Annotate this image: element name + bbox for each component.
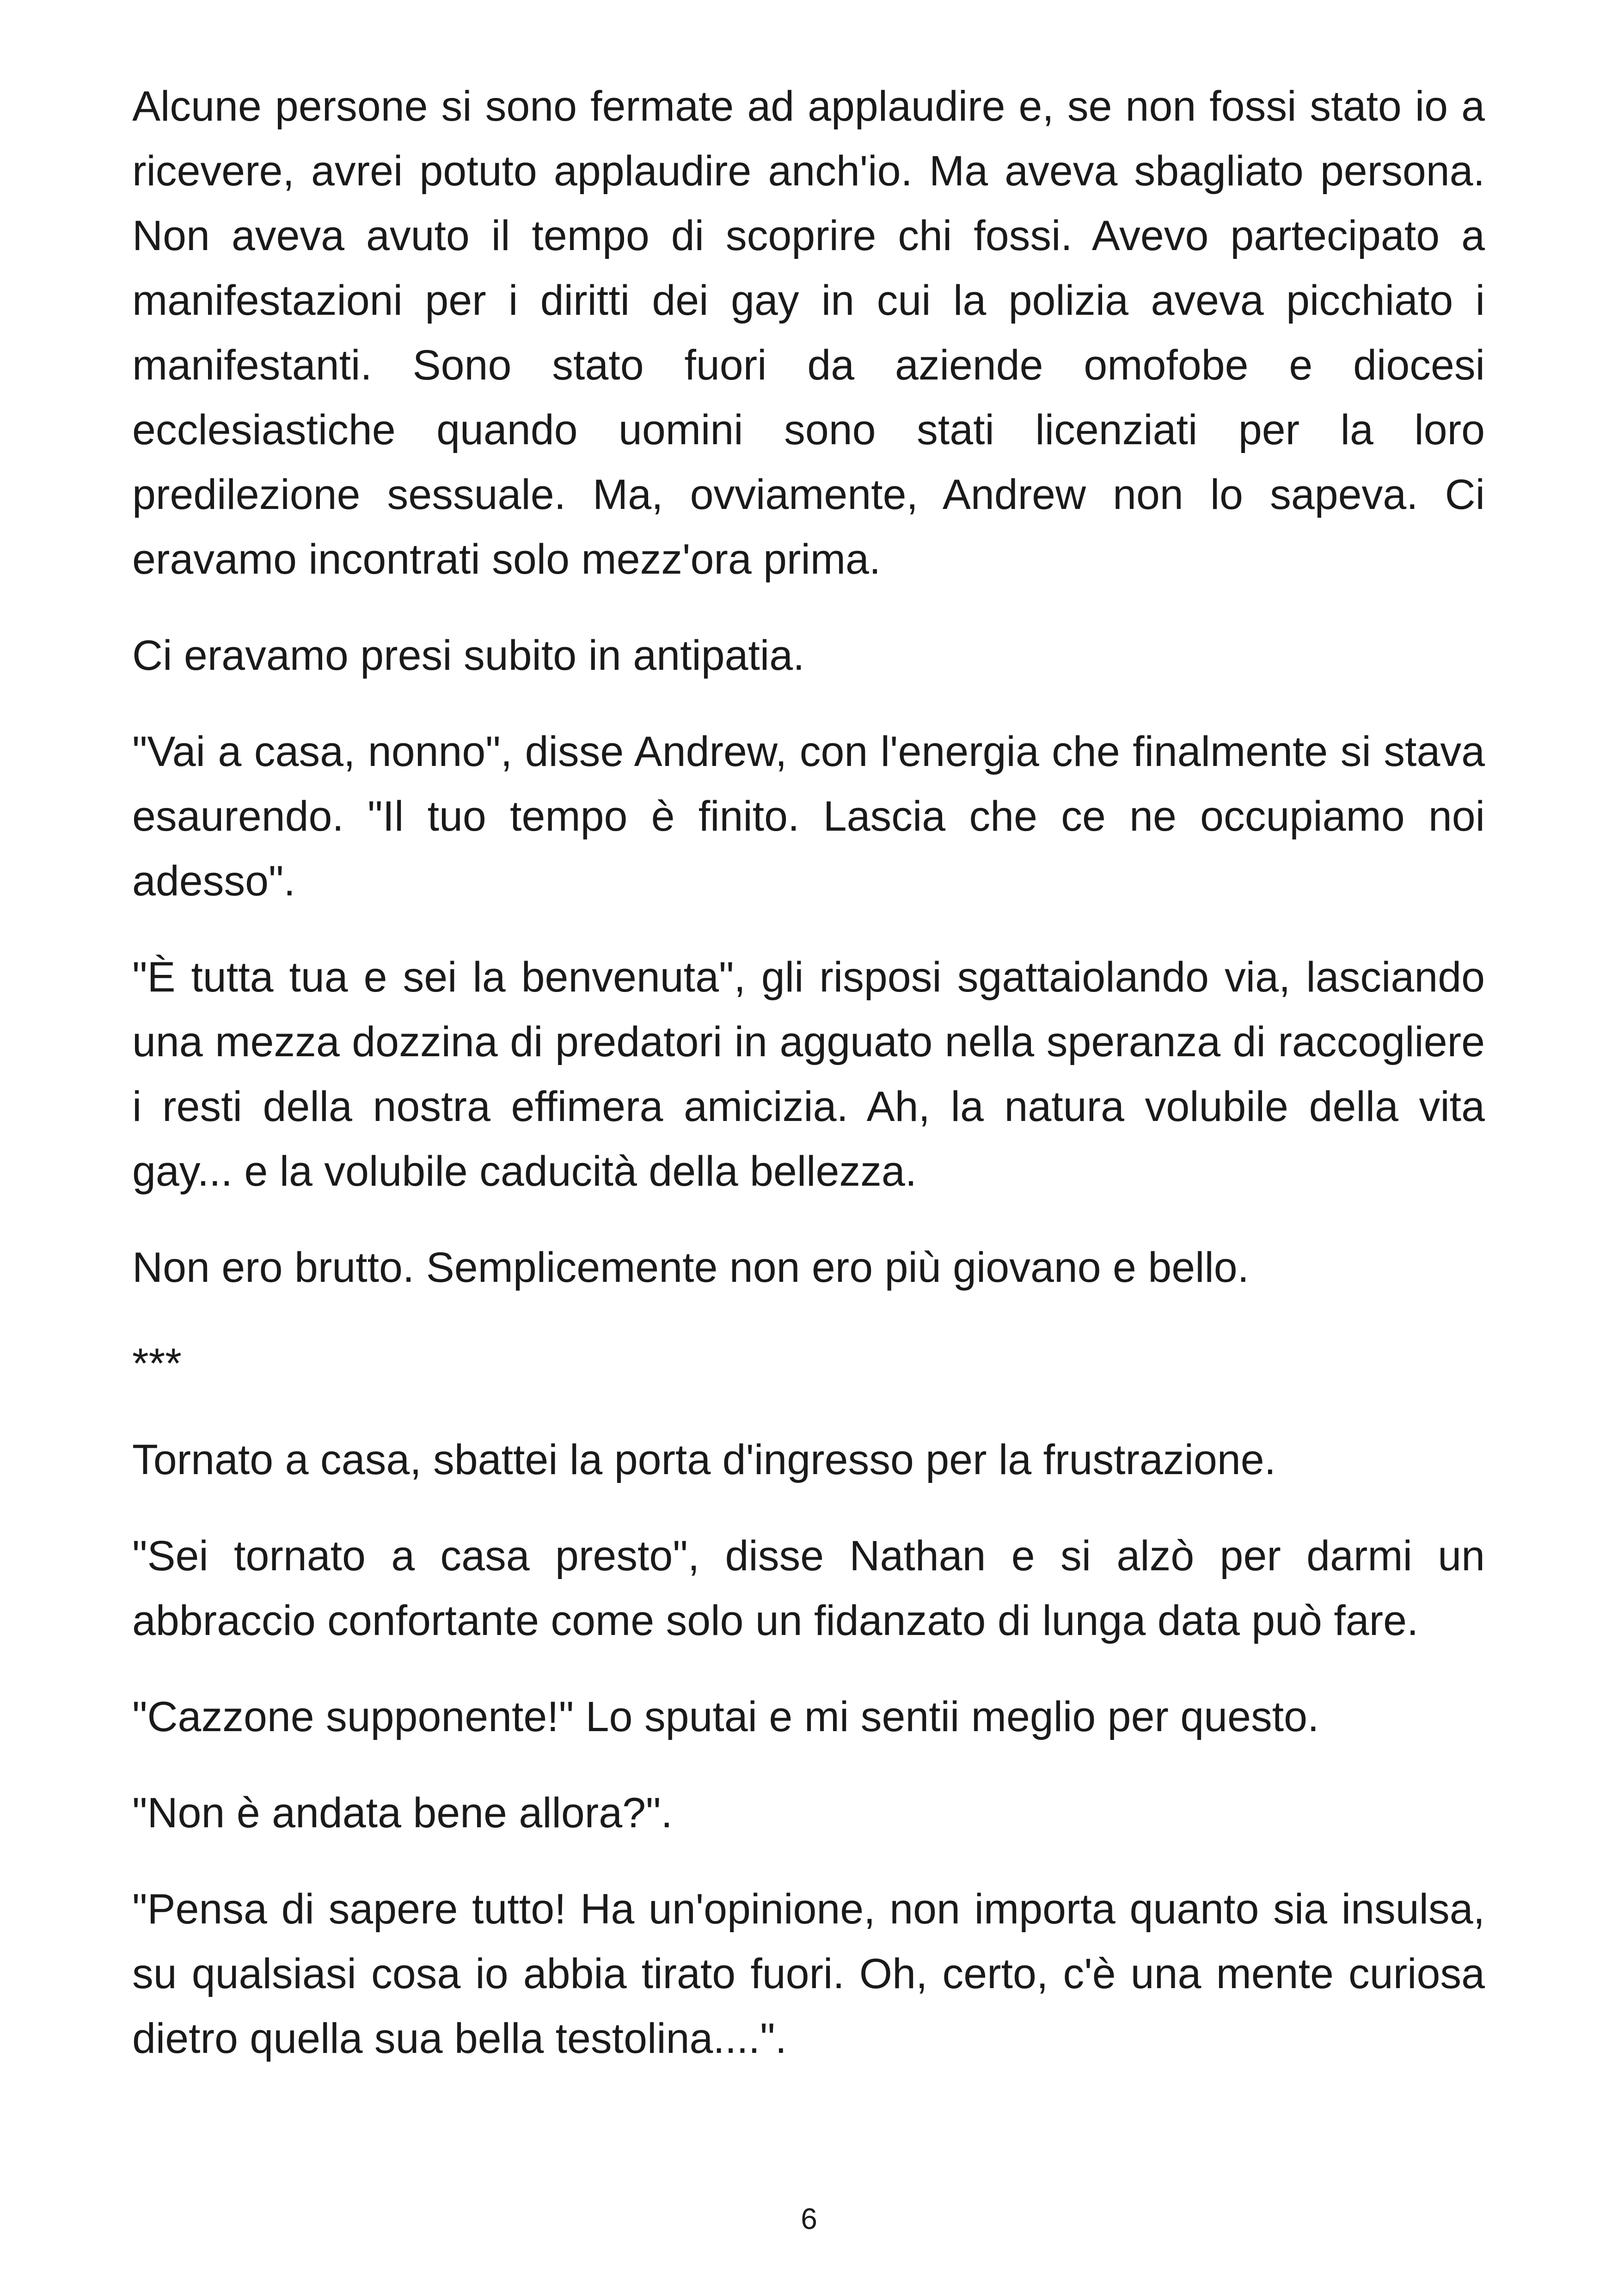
paragraph: "Non è andata bene allora?". [132,1789,673,1837]
page-body [132,74,1485,2102]
paragraph: Ci eravamo presi subito in antipatia. [132,632,805,679]
paragraph: Alcune persone si sono fermate ad applaudire e, se non fossi stato io a ricevere, avrei potuto applaudire anch'io. Ma aveva sbagliato persona. Non aveva avuto il tempo di scoprire chi fossi. Avevo partecipato a manifestazioni per i diritti dei gay in cui la polizia aveva picchiato i manifestanti. Sono stato fuori da aziende omofobe e diocesi ecclesiastiche quando uomini sono stati licenziati per la loro predilezione sessuale. Ma, ovviamente, Andrew non lo sapeva. Ci eravamo incontrati solo mezz'ora prima. [132,83,1485,583]
scene-break: *** [132,1340,182,1387]
paragraph: Tornato a casa, sbattei la porta d'ingresso per la frustrazione. [132,1436,1276,1483]
paragraph: "Pensa di sapere tutto! Ha un'opinione, non importa quanto sia insulsa, su qualsiasi cosa io abbia tirato fuori. Oh, certo, c'è una mente curiosa dietro quella sua bella testolina....". [132,1886,1485,2062]
paragraph: "È tutta tua e sei la benvenuta", gli risposi sgattaiolando via, lasciando una mezza dozzina di predatori in agguato nella speranza di raccogliere i resti della nostra effimera amicizia. Ah, la natura volubile della vita gay... e la volubile caducità della bellezza. [132,954,1485,1195]
page-number: 6 [801,2202,817,2235]
paragraph: "Cazzone supponente!" Lo sputai e mi sentii meglio per questo. [132,1693,1319,1740]
paragraph: "Sei tornato a casa presto", disse Nathan e si alzò per darmi un abbraccio confortante come solo un fidanzato di lunga data può fare. [132,1532,1485,1644]
paragraph: Non ero brutto. Semplicemente non ero più giovano e bello. [132,1244,1250,1291]
paragraph: "Vai a casa, nonno", disse Andrew, con l'energia che finalmente si stava esaurendo. "Il tuo tempo è finito. Lascia che ce ne occupiamo noi adesso". [132,728,1485,905]
